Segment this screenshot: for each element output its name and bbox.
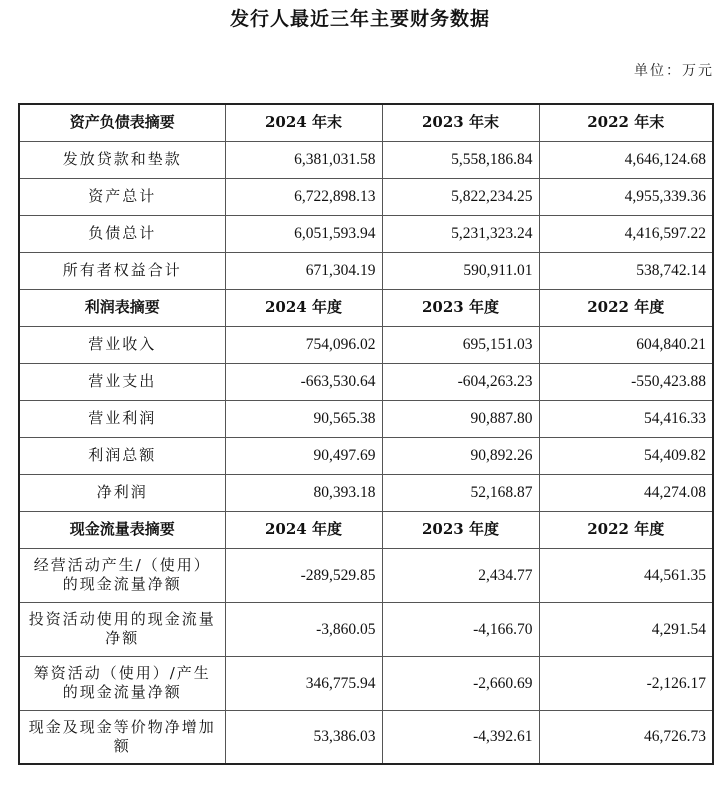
section-header-row <box>19 289 713 326</box>
row-label: 负债总计 <box>19 215 225 252</box>
cell-value: 44,561.35 <box>539 548 713 602</box>
table-row <box>19 178 713 215</box>
cell-value: 4,291.54 <box>539 602 713 656</box>
table-row <box>19 400 713 437</box>
cell-value: 346,775.94 <box>225 656 382 710</box>
section-title: 利润表摘要 <box>19 289 225 326</box>
table-row <box>19 215 713 252</box>
row-label: 资产总计 <box>19 178 225 215</box>
cell-value: -2,126.17 <box>539 656 713 710</box>
table-row <box>19 548 713 602</box>
row-label: 营业收入 <box>19 326 225 363</box>
row-label: 经营活动产生/（使用）的现金流量净额 <box>19 548 225 602</box>
unit-label: 单位：万元 <box>634 63 714 79</box>
cell-value: 671,304.19 <box>225 252 382 289</box>
section-title: 现金流量表摘要 <box>19 511 225 548</box>
cell-value: -550,423.88 <box>539 363 713 400</box>
cell-value: 46,726.73 <box>539 710 713 764</box>
table-row <box>19 437 713 474</box>
cell-value: 52,168.87 <box>382 474 539 511</box>
column-header: 2024 年末 <box>225 104 382 141</box>
cell-value: 754,096.02 <box>225 326 382 363</box>
cell-value: 2,434.77 <box>382 548 539 602</box>
row-label: 发放贷款和垫款 <box>19 141 225 178</box>
section-header-row <box>19 511 713 548</box>
column-header: 2023 年度 <box>382 289 539 326</box>
table-row <box>19 363 713 400</box>
column-header: 2024 年度 <box>225 511 382 548</box>
cell-value: 44,274.08 <box>539 474 713 511</box>
row-label: 投资活动使用的现金流量净额 <box>19 602 225 656</box>
cell-value: 5,558,186.84 <box>382 141 539 178</box>
cell-value: -3,860.05 <box>225 602 382 656</box>
table-row <box>19 710 713 764</box>
cell-value: 6,381,031.58 <box>225 141 382 178</box>
cell-value: 80,393.18 <box>225 474 382 511</box>
cell-value: 4,955,339.36 <box>539 178 713 215</box>
table-row <box>19 474 713 511</box>
cell-value: 695,151.03 <box>382 326 539 363</box>
cell-value: 4,416,597.22 <box>539 215 713 252</box>
row-label: 利润总额 <box>19 437 225 474</box>
cell-value: 53,386.03 <box>225 710 382 764</box>
cell-value: 90,497.69 <box>225 437 382 474</box>
table-row <box>19 252 713 289</box>
cell-value: 54,416.33 <box>539 400 713 437</box>
cell-value: -604,263.23 <box>382 363 539 400</box>
section-title: 资产负债表摘要 <box>19 104 225 141</box>
column-header: 2023 年末 <box>382 104 539 141</box>
cell-value: -4,166.70 <box>382 602 539 656</box>
column-header: 2022 年末 <box>539 104 713 141</box>
cell-value: 5,231,323.24 <box>382 215 539 252</box>
cell-value: 6,722,898.13 <box>225 178 382 215</box>
cell-value: 6,051,593.94 <box>225 215 382 252</box>
row-label: 营业支出 <box>19 363 225 400</box>
table-row <box>19 141 713 178</box>
cell-value: 4,646,124.68 <box>539 141 713 178</box>
table-row <box>19 602 713 656</box>
column-header: 2024 年度 <box>225 289 382 326</box>
row-label: 净利润 <box>19 474 225 511</box>
cell-value: 5,822,234.25 <box>382 178 539 215</box>
column-header: 2023 年度 <box>382 511 539 548</box>
section-header-row <box>19 104 713 141</box>
cell-value: 590,911.01 <box>382 252 539 289</box>
cell-value: -2,660.69 <box>382 656 539 710</box>
row-label: 筹资活动（使用）/产生的现金流量净额 <box>19 656 225 710</box>
page-title: 发行人最近三年主要财务数据 <box>229 8 490 30</box>
cell-value: 90,565.38 <box>225 400 382 437</box>
cell-value: 54,409.82 <box>539 437 713 474</box>
column-header: 2022 年度 <box>539 289 713 326</box>
cell-value: 538,742.14 <box>539 252 713 289</box>
financial-summary-table <box>18 103 714 765</box>
table-row <box>19 326 713 363</box>
cell-value: -289,529.85 <box>225 548 382 602</box>
cell-value: -663,530.64 <box>225 363 382 400</box>
column-header: 2022 年度 <box>539 511 713 548</box>
row-label: 营业利润 <box>19 400 225 437</box>
cell-value: -4,392.61 <box>382 710 539 764</box>
row-label: 所有者权益合计 <box>19 252 225 289</box>
cell-value: 90,887.80 <box>382 400 539 437</box>
cell-value: 90,892.26 <box>382 437 539 474</box>
row-label: 现金及现金等价物净增加额 <box>19 710 225 764</box>
table-row <box>19 656 713 710</box>
cell-value: 604,840.21 <box>539 326 713 363</box>
